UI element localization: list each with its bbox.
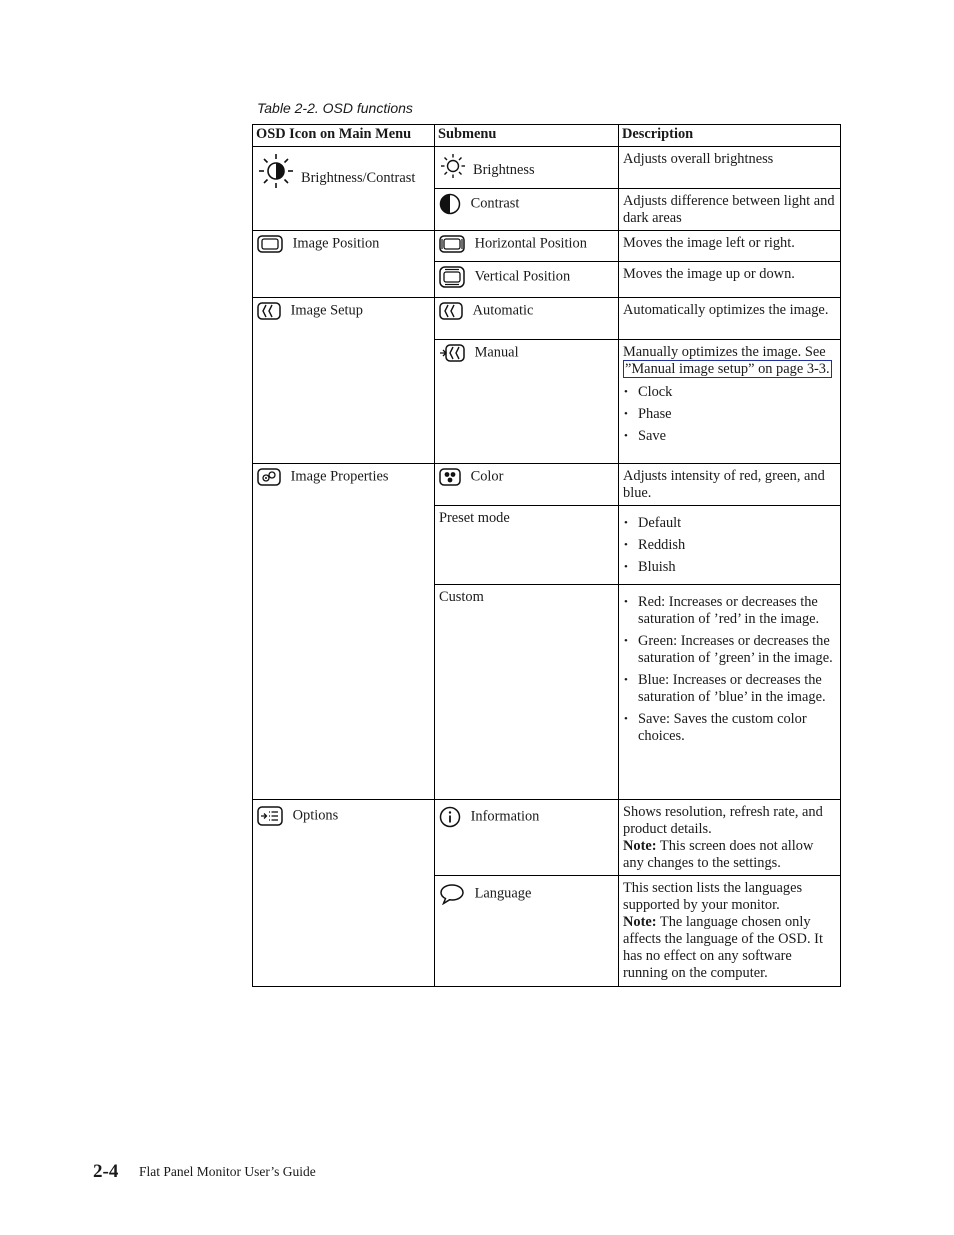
vertical-position-icon [439, 266, 465, 288]
list-item: • Phase [623, 406, 836, 423]
speech-bubble-icon [439, 883, 465, 905]
list-item: • Default [623, 515, 836, 532]
submenu-label: Language [474, 885, 532, 902]
table-row [253, 464, 841, 506]
header-submenu: Submenu [435, 125, 619, 147]
submenu-cell [435, 147, 619, 189]
table-row [253, 147, 841, 189]
submenu-cell [435, 231, 619, 262]
custom-bullet-list [623, 594, 836, 745]
description-cell: Moves the image left or right. [619, 231, 841, 262]
note-label: Note: [623, 838, 657, 854]
table-row [253, 298, 841, 340]
submenu-label: Horizontal Position [474, 235, 587, 252]
description-cell: Adjusts intensity of red, green, and blue. [619, 464, 841, 506]
description-cell: Moves the image up or down. [619, 262, 841, 298]
document-title: Flat Panel Monitor User’s Guide [139, 1164, 316, 1179]
half-circle-icon [439, 193, 461, 215]
submenu-cell [435, 298, 619, 340]
information-description: Shows resolution, refresh rate, and product details. [623, 804, 823, 837]
page-number: 2-4 [93, 1161, 119, 1182]
header-osd-icon: OSD Icon on Main Menu [253, 125, 435, 147]
submenu-label: Vertical Position [474, 268, 571, 285]
description-cell [619, 585, 841, 800]
info-icon [439, 806, 461, 828]
main-menu-cell [253, 464, 435, 800]
submenu-cell [435, 262, 619, 298]
table-row [253, 231, 841, 262]
description-cell: Automatically optimizes the image. [619, 298, 841, 340]
list-item: • Save: Saves the custom color choices. [623, 711, 836, 745]
list-item: • Green: Increases or decreases the saturation of ’green’ in the image. [623, 633, 836, 667]
submenu-label: Color [470, 468, 504, 485]
list-item: • Bluish [623, 559, 836, 576]
horizontal-position-icon [439, 235, 465, 253]
main-menu-label: Image Position [292, 235, 380, 252]
submenu-cell: Preset mode [435, 506, 619, 585]
table-row [253, 800, 841, 876]
manual-description: Manually optimizes the image. See [623, 344, 826, 360]
language-description: This section lists the languages supported by your monitor. [623, 880, 803, 913]
auto-setup-icon [439, 302, 463, 320]
description-cell [619, 876, 841, 987]
preset-bullet-list [623, 515, 836, 576]
submenu-cell: Custom [435, 585, 619, 800]
manual-bullet-list [623, 384, 836, 445]
main-menu-cell [253, 298, 435, 464]
sun-icon [439, 153, 467, 179]
submenu-label: Brightness [473, 162, 535, 178]
submenu-cell [435, 876, 619, 987]
description-cell [619, 800, 841, 876]
submenu-cell [435, 340, 619, 464]
brightness-contrast-icon [257, 153, 295, 189]
header-description: Description [619, 125, 841, 147]
main-menu-label: Image Setup [290, 302, 363, 319]
table-header-row [253, 125, 841, 147]
submenu-cell [435, 800, 619, 876]
submenu-label: Manual [474, 344, 519, 361]
list-item: • Reddish [623, 537, 836, 554]
submenu-cell [435, 464, 619, 506]
manual-setup-icon [439, 344, 465, 362]
image-setup-icon [257, 302, 281, 320]
list-item: • Save [623, 428, 836, 445]
description-cell [619, 340, 841, 464]
main-menu-label: Options [292, 807, 339, 824]
manual-image-setup-link[interactable]: ”Manual image setup” on page 3-3. [625, 361, 830, 377]
osd-functions-table [252, 124, 841, 987]
list-item: • Red: Increases or decreases the saturation of ’red’ in the image. [623, 594, 836, 628]
list-item: • Clock [623, 384, 836, 401]
note-label: Note: [623, 914, 657, 930]
submenu-label: Contrast [470, 195, 520, 212]
description-cell: Adjusts overall brightness [619, 147, 841, 189]
options-list-icon [257, 806, 283, 826]
main-menu-cell [253, 147, 435, 231]
main-menu-cell [253, 800, 435, 987]
submenu-label: Automatic [472, 302, 534, 319]
monitor-position-icon [257, 235, 283, 253]
image-properties-icon [257, 468, 281, 486]
submenu-label: Information [470, 808, 540, 825]
table-caption: Table 2-2. OSD functions [257, 100, 413, 116]
description-cell [619, 506, 841, 585]
note-text: This screen does not allow any changes to the settings. [623, 838, 814, 871]
main-menu-label: Image Properties [290, 468, 389, 485]
list-item: • Blue: Increases or decreases the saturation of ’blue’ in the image. [623, 672, 836, 706]
main-menu-cell [253, 231, 435, 298]
color-dots-icon [439, 468, 461, 486]
description-cell: Adjusts difference between light and dark areas [619, 189, 841, 231]
main-menu-label: Brightness/Contrast [301, 170, 416, 186]
note-text: The language chosen only affects the language of the OSD. It has no effect on any software running on the computer. [623, 914, 823, 981]
submenu-cell [435, 189, 619, 231]
